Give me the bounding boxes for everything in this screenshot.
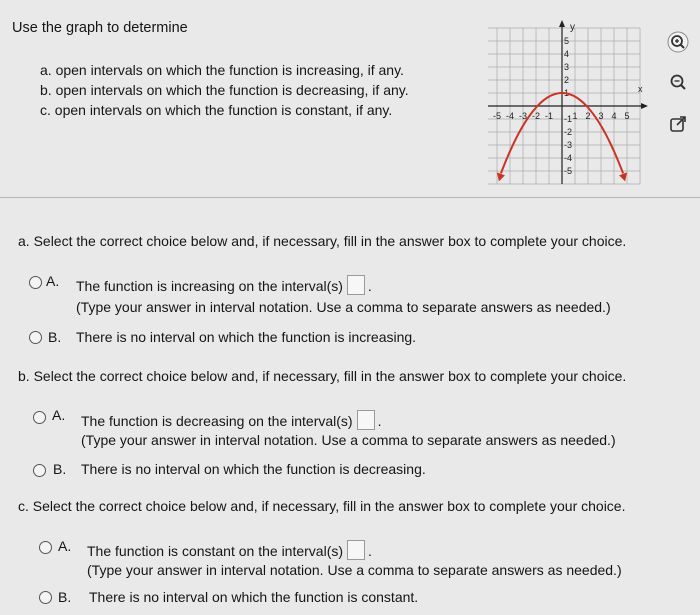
question-c-choice-b-radio[interactable]	[39, 591, 52, 604]
question-b-choice-a-radio[interactable]	[33, 411, 46, 424]
question-a-choice-b-letter: B.	[48, 329, 62, 345]
problem-item-c: c. open intervals on which the function is constant, if any.	[40, 102, 393, 118]
period: .	[368, 543, 372, 559]
y-tick-label: -5	[564, 166, 573, 176]
x-tick-label: -4	[505, 111, 515, 121]
curve-arrow-right	[619, 172, 627, 181]
problem-item-a: a. open intervals on which the function is increasing, if any.	[40, 62, 404, 78]
problem-intro: Use the graph to determine	[12, 20, 188, 36]
question-a-choice-a-letter: A.	[46, 273, 60, 289]
x-tick-label: 4	[611, 111, 617, 121]
y-tick-label: 1	[564, 88, 570, 98]
function-graph	[488, 20, 660, 192]
y-tick-label: -1	[564, 114, 573, 124]
question-a-choice-a-radio[interactable]	[29, 276, 42, 289]
zoom-in-button[interactable]	[664, 28, 692, 56]
question-c-choice-b[interactable]: There is no interval on which the function is constant.	[89, 589, 419, 605]
y-tick-label: 4	[564, 49, 570, 59]
question-b-hint: (Type your answer in interval notation. Use a comma to separate answers as needed.)	[81, 432, 616, 448]
x-tick-label: 3	[598, 111, 604, 121]
y-tick-label: 2	[564, 75, 570, 85]
question-b-choice-b-letter: B.	[53, 461, 67, 477]
zoom-out-icon	[667, 71, 689, 93]
x-axis-label: x	[638, 84, 643, 94]
question-c-choice-a-radio[interactable]	[39, 541, 52, 554]
problem-items	[40, 60, 409, 120]
question-a-choice-a-text: The function is increasing on the interval(s)	[76, 278, 343, 294]
question-b-choice-a-text: The function is decreasing on the interval(s)	[81, 413, 353, 429]
question-c-hint: (Type your answer in interval notation. Use a comma to separate answers as needed.)	[87, 562, 622, 578]
x-tick-label: -2	[531, 111, 541, 121]
y-tick-label: -4	[564, 153, 573, 163]
question-c-choice-a-letter: A.	[58, 538, 72, 554]
question-a-hint: (Type your answer in interval notation. Use a comma to separate answers as needed.)	[76, 299, 611, 315]
question-c-choice-a-text: The function is constant on the interval(s)	[87, 543, 344, 559]
x-tick-label: -3	[518, 111, 528, 121]
zoom-in-icon	[667, 31, 689, 53]
section-divider	[0, 197, 700, 198]
question-c-choice-a[interactable]	[87, 540, 372, 560]
external-link-icon	[668, 114, 688, 134]
question-c-answer-box[interactable]	[347, 540, 365, 560]
question-b-choice-a-letter: A.	[52, 407, 66, 423]
question-b-choice-a[interactable]	[81, 410, 381, 430]
y-axis-label: y	[570, 22, 575, 33]
question-a-answer-box[interactable]	[347, 275, 365, 295]
question-a-choice-a[interactable]	[76, 275, 372, 295]
question-b-title: b. Select the correct choice below and, if necessary, fill in the answer box to complete your choice.	[18, 368, 627, 384]
question-c-choice-b-letter: B.	[58, 589, 72, 605]
question-c-title: c. Select the correct choice below and, if necessary, fill in the answer box to complete your choice.	[18, 498, 626, 514]
period: .	[367, 278, 372, 294]
x-tick-label: -1	[544, 111, 554, 121]
y-tick-label: -3	[564, 140, 573, 150]
y-tick-label: -2	[564, 127, 573, 137]
problem-item-b: b. open intervals on which the function is decreasing, if any.	[40, 82, 409, 98]
y-tick-label: 5	[564, 36, 570, 46]
y-tick-label: 3	[564, 62, 570, 72]
x-tick-label: -5	[492, 111, 502, 121]
x-tick-label: 1	[572, 111, 578, 121]
y-axis-arrow	[559, 20, 565, 27]
question-a-choice-b[interactable]: There is no interval on which the function is increasing.	[76, 329, 417, 345]
problem-header	[0, 0, 700, 196]
period: .	[377, 413, 382, 429]
question-a-title: a. Select the correct choice below and, if necessary, fill in the answer box to complete your choice.	[18, 233, 627, 249]
question-b-choice-b-radio[interactable]	[33, 464, 46, 477]
zoom-out-button[interactable]	[664, 68, 692, 96]
x-axis-arrow	[641, 103, 648, 109]
open-graph-button[interactable]	[664, 110, 692, 138]
question-b-choice-b[interactable]: There is no interval on which the function is decreasing.	[81, 461, 426, 477]
curve-arrow-left	[497, 172, 505, 181]
question-b-answer-box[interactable]	[357, 410, 375, 430]
x-tick-label: 5	[624, 111, 630, 121]
x-tick-label: 2	[585, 111, 591, 121]
question-a-choice-b-radio[interactable]	[29, 331, 42, 344]
